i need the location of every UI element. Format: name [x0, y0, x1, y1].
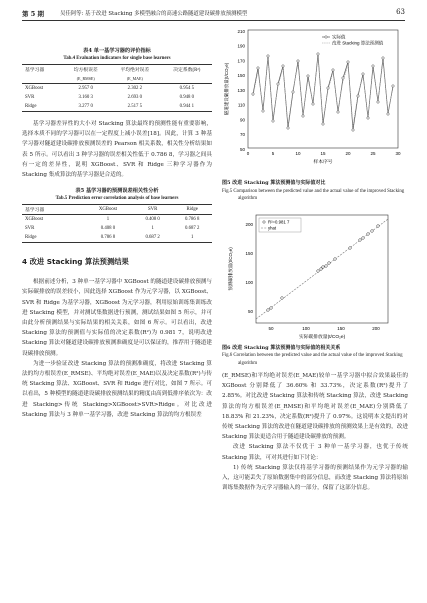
figure6 — [222, 209, 408, 368]
figure5-chart — [222, 26, 408, 176]
paragraph-discussion-intro: 改进 Stacking 算法不仅优于 3 种单一基学习器，也优于传统 Stacking 算法，可对其进行如下讨论： — [222, 444, 408, 461]
table-cell: 0.687 2 — [133, 233, 173, 243]
table-row — [22, 215, 212, 225]
table-cell: 3.160 3 — [78, 95, 93, 100]
right-column — [222, 26, 408, 493]
x-tick: 150 — [337, 325, 345, 331]
table-row — [22, 224, 212, 233]
section-heading: 4 改进 Stacking 算法预测结果 — [22, 257, 129, 267]
y-tick: 190 — [237, 43, 245, 49]
paragraph-comparison: 为进一步验证改进 Stacking 算法的预测准确度，将改进 Stacking 算法的均方根误差(E_RMSE)、平均绝对误差(E_MAE)以及决定系数(R²)与传统 Stacking 算法、XGBoost、SVR 和 Ridge 进行对比，如图 7 所示。可以看出，5 种模型的隧道建设碳排放预测结果的精度由高到低排序依次为：改进 Stacking>传统 Stacking>XGBoost>SVR>Ridge。对比改进 Stacking 算法与 3 种单一基学习器，改进 Stacking 算法的均方根误差 — [22, 360, 212, 418]
figure5-caption-cn: 图5 改进 Stacking 算法预测值与实际值对比 — [222, 180, 326, 186]
table-cell: XGBoost — [25, 86, 44, 91]
table-cell: 2.517 5 — [108, 102, 162, 112]
figure5-caption-en: Fig.5 Comparison between the predicted value and the actual value of the improved Stacking algorithm — [222, 188, 405, 201]
y-tick: 210 — [237, 29, 245, 34]
y-axis-label: 预测碳排放量(t/CO₂e) — [228, 246, 233, 291]
table-cell: 2.693 0 — [127, 95, 143, 100]
figure6-chart — [222, 209, 408, 341]
y-tick: 100 — [245, 279, 253, 285]
x-tick: 25 — [370, 151, 376, 156]
table-cell: 2.302 2 — [127, 86, 143, 91]
table5-header: 基学习器 — [22, 205, 83, 215]
table-cell: 1 — [106, 217, 110, 223]
table4-subheader: (E_RMSE) — [63, 74, 108, 84]
y-tick: 170 — [237, 58, 245, 64]
table-cell: 0.687 2 — [185, 226, 200, 232]
table-cell: 0.948 0 — [179, 95, 195, 100]
paragraph-error-correlation: 基学习器差异性的大小对 Stacking 算法最终的预测性能有重要影响，选择本质不同的学习器可以在一定程度上减小误差[18]。因此，计算 3 种基学习器对隧道建设碳排放预测误差的 Pearson 相关系数，相关性分析结果如表 5 所示。可以看出 3 种学习器的误差相关性低于 0.786 8，学习器之间具有一定的差异性，说明 XGBoost、SVR 和 Ridge 三种学习器作为 Stacking 集成算法的基学习器是合适的。 — [22, 121, 212, 179]
table-cell: XGBoost — [25, 217, 44, 223]
table5 — [22, 204, 212, 243]
paragraph-results: 根据前述分析，3 种单一基学习器中 XGBoost 的隧道建设碳排放预测与实际碳排放的误差较小，因此选择 XGBoost 作为元学习器，以 XGBoost、SVR 和 Ridge 为基学习器，XGBoost 为元学习器，利用原始训练集训练改进 Stacking 模型，并对测试集数据进行预测，测试结果如图 5 所示，并可由此分析预测结果与实际结果的相关关系，如图 6 所示。可以看出，改进 Stacking 算法的预测值与实际值的决定系数(R²)为 0.981 7，说明改进 Stacking 算法对隧道建设碳排放预测准确度是可以保证的，推荐用于隧道建设碳排放预测。 — [22, 279, 212, 357]
legend — [322, 34, 384, 47]
table-row — [22, 93, 212, 102]
table-row — [22, 102, 212, 112]
table-cell: 0.786 8 — [83, 233, 133, 243]
y-tick: 50 — [239, 147, 245, 152]
y-tick-labels — [237, 29, 245, 152]
circle-marker-icon — [325, 36, 327, 38]
paragraph-improvement: (E_RMSE)和平均绝对误差(E_MAE)较单一基学习器中拟合效果最佳的 XGBoost 分别降低了 36.60% 和 33.73%，决定系数(R²)提升了 2.85%。对比改进 Stacking 算法和传统 Stacking 算法，改进 Stacking 算法的均方根误差(E_RMSE)和平均绝对误差(E_MAE)分别降低了 18.83% 和 21.23%，决定系数(R²)提升了 0.97%。这说明本文提出的对传统 Stacking 算法的改进在隧道建设碳排放的预测效果上是有效的，改进 Stacking 算法更适合用于隧道建设碳排放的预测。 — [222, 373, 408, 441]
x-tick: 10 — [295, 151, 301, 156]
table5-header: Ridge — [172, 205, 212, 215]
table4-header: 决定系数(R²) — [162, 65, 212, 75]
x-axis-label: 样本序号 — [313, 160, 333, 165]
table4-header: 平均绝对误差 — [108, 65, 162, 75]
legend-yhat: yhat — [268, 225, 277, 230]
header-rule — [22, 20, 405, 21]
table-cell: 0.954 5 — [179, 86, 195, 91]
y-tick: 90 — [239, 117, 245, 123]
table-cell: 0.408 0 — [145, 217, 160, 223]
x-tick: 0 — [246, 151, 250, 156]
figure6-caption-cn: 图6 改进 Stacking 算法预测值与实际值的相关关系 — [222, 344, 341, 351]
table-cell: 0.944 1 — [162, 102, 212, 112]
figure6-caption-en: Fig.6 Correlation between the predicted value and the actual value of the improved Stacking algorithm — [222, 353, 403, 366]
x-tick: 50 — [268, 325, 274, 331]
issue-number: 第 5 期 — [22, 10, 45, 18]
table4-caption-en: Tab.4 Evaluation indicators for single base learners — [63, 56, 171, 61]
y-tick: 150 — [245, 250, 253, 256]
y-tick: 110 — [237, 102, 245, 108]
table-cell: Ridge — [22, 233, 83, 243]
y-tick-labels — [245, 222, 253, 314]
table-cell: 1 — [151, 226, 154, 232]
legend-r2: R²=0.981 7 — [268, 219, 290, 224]
legend — [259, 218, 301, 232]
table4-caption-cn: 表4 单一基学习器的评价指标 — [83, 48, 151, 54]
page-header — [0, 0, 427, 22]
table5-caption-cn: 表5 基学习器的预测误差相关性分析 — [75, 188, 159, 195]
x-tick: 200 — [372, 325, 380, 331]
x-tick: 20 — [345, 151, 351, 156]
table5-header: XGBoost — [83, 205, 133, 215]
y-tick: 200 — [245, 221, 253, 227]
circle-marker-icon — [263, 220, 265, 222]
legend-predicted: 改进 Stacking 算法预测值 — [332, 40, 384, 46]
x-tick: 30 — [395, 151, 401, 156]
scatter-points — [267, 224, 380, 311]
x-axis-label: 实际碳排放量(t/CO₂e) — [298, 334, 346, 340]
y-axis-label: 隧道建设碳排放量(t/CO₂e) — [224, 62, 229, 116]
y-tick: 130 — [237, 88, 245, 93]
table-row — [22, 84, 212, 94]
table-row — [22, 233, 212, 243]
table-cell: 3.277 0 — [63, 102, 108, 112]
x-tick-labels — [247, 151, 401, 156]
table4 — [22, 64, 212, 112]
table-cell: 0.408 0 — [100, 226, 116, 232]
table4-header: 均方根误差 — [63, 65, 108, 75]
x-tick-labels — [268, 326, 380, 331]
table-cell: 0.786 8 — [185, 217, 200, 223]
table-cell: 1 — [172, 233, 212, 243]
y-tick: 70 — [239, 132, 245, 138]
paragraph-discussion-1: 1) 传统 Stacking 算法仅将基学习器的预测结果作为元学习器的输入，这可能丢失了原始数据集中的部分信息，而改进 Stacking 算法将原始训练集数据作为元学习器输入的一部分，保留了这部分信息。 — [222, 464, 408, 492]
page-number: 63 — [396, 8, 405, 16]
running-title: 吴佳阿等: 基于改进 Stacking 多模型融合的高速公路隧道建设碳排放预测模型 — [60, 11, 248, 17]
legend-actual: 实际值 — [332, 34, 346, 40]
x-tick: 5 — [271, 151, 275, 156]
table-cell: SVR — [25, 95, 35, 100]
table5-caption-en: Tab.5 Prediction error correlation analysis of base learners — [55, 196, 179, 202]
table-cell: 2.957 0 — [78, 86, 93, 91]
x-tick: 100 — [302, 325, 310, 331]
table4-subheader: (E_MAE) — [108, 74, 162, 84]
figure5 — [222, 26, 408, 203]
table5-header: SVR — [133, 205, 173, 215]
x-tick: 15 — [320, 151, 326, 156]
y-tick: 150 — [237, 73, 245, 79]
table4-header: 基学习器 — [22, 65, 63, 75]
y-tick: 50 — [247, 308, 253, 314]
left-column — [22, 48, 212, 420]
table-cell: SVR — [25, 226, 35, 232]
table-cell: Ridge — [22, 102, 63, 112]
